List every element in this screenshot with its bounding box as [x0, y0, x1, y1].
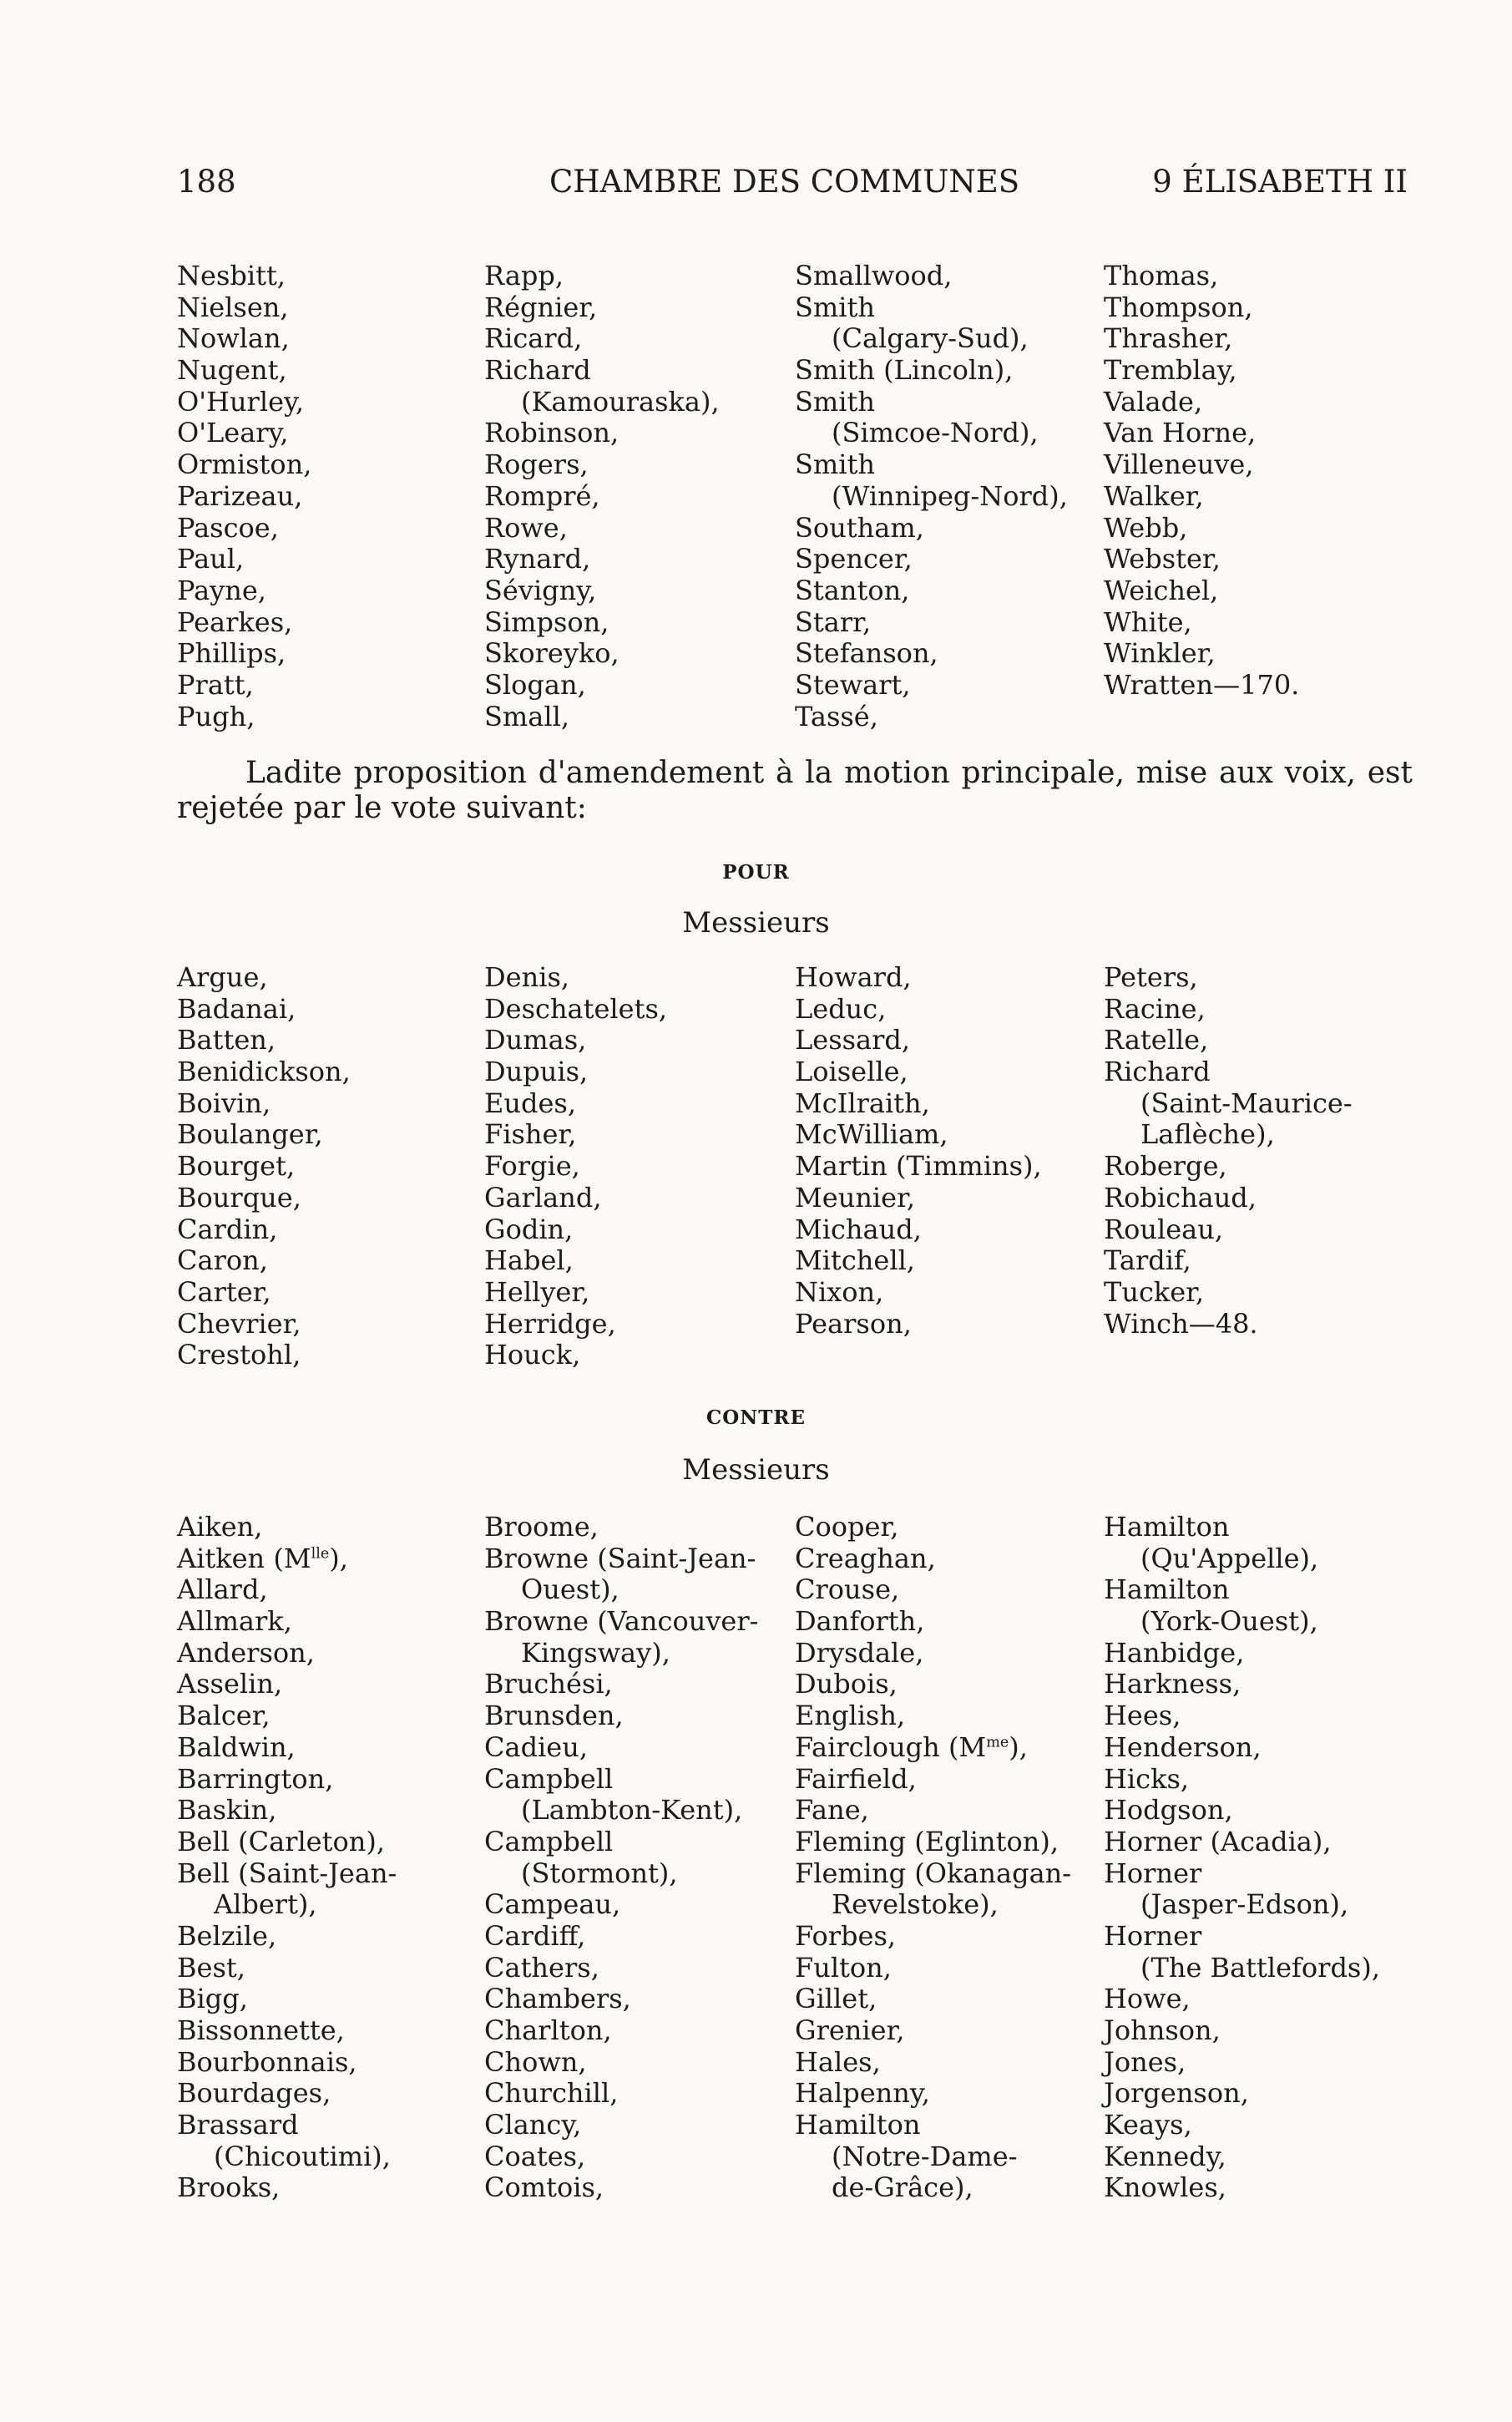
member-name: Forbes,: [795, 1919, 897, 1952]
member-name: Southam,: [795, 511, 924, 544]
member-riding: Ouest),: [521, 1573, 619, 1606]
member-name: Cadieu,: [484, 1730, 588, 1763]
member-name: Bell (Saint-Jean-: [177, 1857, 397, 1889]
member-name: Belzile,: [177, 1919, 277, 1952]
member-name: Browne (Vancouver-: [484, 1605, 759, 1638]
member-name: Cardin,: [177, 1213, 278, 1245]
member-name: Thomas,: [1104, 260, 1219, 291]
member-riding: (Chicoutimi),: [214, 2140, 391, 2172]
member-riding: (Calgary-Sud),: [832, 322, 1029, 355]
member-name: Nixon,: [795, 1275, 884, 1308]
member-name: Smith (Lincoln),: [795, 354, 1014, 387]
member-name: Tardif,: [1104, 1244, 1191, 1277]
member-name: Slogan,: [484, 668, 586, 701]
pour-column-1: [177, 962, 478, 1371]
member-name: Rynard,: [484, 543, 591, 575]
member-name: Van Horne,: [1104, 417, 1257, 449]
member-riding: (The Battlefords),: [1140, 1951, 1380, 1984]
member-name: Keays,: [1104, 2109, 1192, 2141]
member-name: Campbell: [484, 1825, 614, 1857]
member-name: Howard,: [795, 961, 912, 993]
member-name: Hellyer,: [484, 1275, 590, 1308]
member-name: Deschatelets,: [484, 992, 668, 1025]
member-name: Sévigny,: [484, 574, 597, 606]
member-name: Bourget,: [177, 1150, 296, 1183]
member-name: Brassard: [177, 2109, 299, 2141]
member-riding: (Simcoe-Nord),: [832, 417, 1039, 449]
member-name: Jorgenson,: [1104, 2077, 1249, 2110]
member-riding: (Lambton-Kent),: [521, 1794, 743, 1827]
member-name: Richard: [1104, 1056, 1211, 1088]
names-column-4: [1104, 261, 1404, 702]
member-name: Campeau,: [484, 1888, 621, 1921]
contre-column-4: [1104, 1512, 1404, 2204]
member-riding: (Saint-Maurice-: [1140, 1087, 1353, 1119]
member-name: Nielsen,: [177, 291, 289, 323]
member-name: Bigg,: [177, 1983, 248, 2015]
pour-column-3: [795, 962, 1095, 1340]
member-name: Peters,: [1104, 961, 1198, 993]
member-riding: (Stormont),: [521, 1857, 678, 1889]
member-name: Stefanson,: [795, 637, 938, 670]
member-name: Churchill,: [484, 2077, 619, 2110]
member-riding: (Qu'Appelle),: [1140, 1542, 1319, 1574]
member-name: Johnson,: [1104, 2014, 1221, 2046]
member-name: Howe,: [1104, 1983, 1191, 2015]
member-name: Allmark,: [177, 1605, 292, 1638]
member-name: Crouse,: [795, 1573, 900, 1606]
member-name: Rompré,: [484, 479, 600, 512]
member-name: Thrasher,: [1104, 322, 1233, 355]
member-name: Régnier,: [484, 291, 598, 323]
member-name: Houck,: [484, 1339, 581, 1371]
member-name: McIlraith,: [795, 1087, 930, 1119]
member-name: Pascoe,: [177, 511, 279, 544]
member-name: Smith: [795, 448, 875, 481]
member-name: Rouleau,: [1104, 1213, 1223, 1245]
regnal-year: 9 ÉLISABETH II: [1152, 164, 1408, 200]
member-name: Stanton,: [795, 574, 910, 606]
member-name: Smallwood,: [795, 260, 953, 291]
member-name: Ormiston,: [177, 448, 312, 481]
member-name: Winch—48.: [1104, 1307, 1258, 1340]
member-name: Fulton,: [795, 1951, 892, 1984]
member-name: Thompson,: [1104, 291, 1253, 323]
pour-heading: POUR: [722, 861, 790, 884]
member-name: Cooper,: [795, 1511, 899, 1543]
contre-subheading: Messieurs: [682, 1453, 830, 1487]
member-name: Cardiff,: [484, 1919, 586, 1952]
member-name: Herridge,: [484, 1307, 616, 1340]
member-name: Boulanger,: [177, 1118, 323, 1151]
member-name: Dubois,: [795, 1668, 898, 1700]
member-riding: (York-Ouest),: [1140, 1605, 1318, 1638]
member-name: Best,: [177, 1951, 245, 1984]
member-name: Harkness,: [1104, 1668, 1241, 1700]
member-name: Fleming (Okanagan-: [795, 1857, 1072, 1889]
member-name: Godin,: [484, 1213, 574, 1245]
member-name: Bourbonnais,: [177, 2045, 357, 2078]
pour-column-2: [484, 962, 785, 1371]
member-name: Henderson,: [1104, 1730, 1262, 1763]
contre-column-3: [795, 1512, 1095, 2204]
member-name: Denis,: [484, 961, 570, 993]
member-name: Crestohl,: [177, 1339, 301, 1371]
member-name: Brunsden,: [484, 1700, 624, 1732]
member-name: Garland,: [484, 1181, 602, 1214]
member-name: Valade,: [1104, 385, 1203, 418]
member-name: Paul,: [177, 543, 245, 575]
member-name: Hamilton: [795, 2109, 921, 2141]
member-name: English,: [795, 1700, 906, 1732]
member-name: Dumas,: [484, 1024, 587, 1056]
member-name: Jones,: [1104, 2045, 1186, 2078]
member-name: Stewart,: [795, 668, 911, 701]
member-riding: (Notre-Dame-: [832, 2140, 1018, 2172]
member-name: Hanbidge,: [1104, 1636, 1245, 1669]
member-name: Horner (Acadia),: [1104, 1825, 1332, 1857]
member-name: Horner: [1104, 1857, 1202, 1889]
member-name: Mitchell,: [795, 1244, 915, 1277]
member-name: Nesbitt,: [177, 260, 286, 291]
member-name: Campbell: [484, 1762, 614, 1795]
member-name: Baskin,: [177, 1794, 277, 1827]
member-name: Bourdages,: [177, 2077, 331, 2110]
member-riding: Kingsway),: [521, 1636, 670, 1669]
member-name: Hamilton: [1104, 1511, 1230, 1543]
member-name: Badanai,: [177, 992, 296, 1025]
member-name: McWilliam,: [795, 1118, 948, 1151]
names-column-2: [484, 261, 785, 732]
title-superscript: lle: [311, 1545, 330, 1563]
member-riding: (Kamouraska),: [521, 385, 720, 418]
member-name: Tremblay,: [1104, 354, 1237, 387]
member-name: Hales,: [795, 2045, 881, 2078]
member-name: Richard: [484, 354, 591, 387]
member-riding: Albert),: [214, 1888, 317, 1921]
member-name: Aiken,: [177, 1511, 263, 1543]
running-title: CHAMBRE DES COMMUNES: [549, 164, 1020, 200]
member-name: Brooks,: [177, 2171, 281, 2204]
member-name: Nowlan,: [177, 322, 290, 355]
member-name: Allard,: [177, 1573, 268, 1606]
member-name: Wratten—170.: [1104, 668, 1300, 701]
member-name: Coates,: [484, 2140, 586, 2172]
member-name: Winkler,: [1104, 637, 1216, 670]
member-name: Fleming (Eglinton),: [795, 1825, 1059, 1857]
contre-column-2: [484, 1512, 785, 2204]
member-riding: de-Grâce),: [832, 2171, 973, 2204]
member-name: Kennedy,: [1104, 2140, 1226, 2172]
member-name: Meunier,: [795, 1181, 916, 1214]
member-name: Nugent,: [177, 354, 287, 387]
member-name: Drysdale,: [795, 1636, 924, 1669]
member-name: Anderson,: [177, 1636, 315, 1669]
member-name: Boivin,: [177, 1087, 271, 1119]
member-name: Baldwin,: [177, 1730, 296, 1763]
member-name: Eudes,: [484, 1087, 576, 1119]
member-name: Hees,: [1104, 1700, 1181, 1732]
member-name: Bruchési,: [484, 1668, 613, 1700]
member-name: Fisher,: [484, 1118, 577, 1151]
member-name: Webster,: [1104, 543, 1221, 575]
member-name: Rapp,: [484, 260, 564, 291]
member-name: Horner: [1104, 1919, 1202, 1952]
member-name: Starr,: [795, 606, 872, 638]
member-name: Barrington,: [177, 1762, 334, 1795]
member-name: Rowe,: [484, 511, 568, 544]
member-name: Villeneuve,: [1104, 448, 1254, 481]
member-name: Pearson,: [795, 1307, 912, 1340]
member-name: Leduc,: [795, 992, 887, 1025]
member-name: Smith: [795, 385, 875, 418]
member-name: Simpson,: [484, 606, 609, 638]
member-name: Robinson,: [484, 417, 619, 449]
member-name: Cathers,: [484, 1951, 599, 1984]
member-name: Danforth,: [795, 1605, 925, 1638]
member-name: Skoreyko,: [484, 637, 619, 670]
member-name: Martin (Timmins),: [795, 1150, 1042, 1183]
member-name: Tucker,: [1104, 1275, 1205, 1308]
member-name: Habel,: [484, 1244, 574, 1277]
member-name: Comtois,: [484, 2171, 604, 2204]
member-name: Knowles,: [1104, 2171, 1226, 2204]
member-name: Payne,: [177, 574, 266, 606]
member-name: Fairfield,: [795, 1762, 917, 1795]
member-name: Hodgson,: [1104, 1794, 1233, 1827]
member-name: Pearkes,: [177, 606, 293, 638]
member-name: Rogers,: [484, 448, 589, 481]
member-name: O'Leary,: [177, 417, 289, 449]
member-name: Halpenny,: [795, 2077, 930, 2110]
member-name: Bourque,: [177, 1181, 301, 1214]
member-name: Chevrier,: [177, 1307, 301, 1340]
member-name: White,: [1104, 606, 1192, 638]
running-header: [177, 162, 1408, 202]
member-name: Parizeau,: [177, 479, 303, 512]
pour-subheading: Messieurs: [682, 906, 830, 940]
member-name: Caron,: [177, 1244, 268, 1277]
member-name: Batten,: [177, 1024, 276, 1056]
member-name: O'Hurley,: [177, 385, 305, 418]
member-name: Asselin,: [177, 1668, 283, 1700]
member-name: Argue,: [177, 961, 268, 993]
member-name: Grenier,: [795, 2014, 905, 2046]
member-name: Walker,: [1104, 479, 1204, 512]
member-name: Browne (Saint-Jean-: [484, 1542, 756, 1574]
member-name: Fairclough $(M^{me})$,: [795, 1730, 1028, 1763]
member-riding: Laflèche),: [1140, 1118, 1275, 1151]
member-name: Pugh,: [177, 700, 255, 732]
member-name: Broome,: [484, 1511, 599, 1543]
member-name: Ricard,: [484, 322, 583, 355]
member-name: Webb,: [1104, 511, 1188, 544]
member-name: Clancy,: [484, 2109, 582, 2141]
member-name: Robichaud,: [1104, 1181, 1257, 1214]
member-name: Chown,: [484, 2045, 587, 2078]
member-name: Gillet,: [795, 1983, 877, 2015]
member-name: Fane,: [795, 1794, 869, 1827]
names-column-3: [795, 261, 1095, 732]
member-name: Creaghan,: [795, 1542, 936, 1574]
member-name: Small,: [484, 700, 569, 732]
pour-column-4: [1104, 962, 1404, 1340]
member-name: Tassé,: [795, 700, 878, 732]
title-superscript: me: [986, 1734, 1009, 1751]
member-name: Phillips,: [177, 637, 286, 670]
member-name: Benidickson,: [177, 1056, 351, 1088]
member-name: Spencer,: [795, 543, 913, 575]
names-column-1: [177, 261, 478, 732]
member-name: Racine,: [1104, 992, 1206, 1025]
member-name: Charlton,: [484, 2014, 612, 2046]
member-name: Weichel,: [1104, 574, 1219, 606]
member-name: Balcer,: [177, 1700, 271, 1732]
member-name: Roberge,: [1104, 1150, 1227, 1183]
member-name: Ratelle,: [1104, 1024, 1209, 1056]
contre-heading: CONTRE: [705, 1406, 807, 1429]
member-riding: (Winnipeg-Nord),: [832, 479, 1068, 512]
vote-paragraph: Ladite proposition d'amendement à la motion principale, mise aux voix, est rejetée par le vote suivant:: [177, 756, 1413, 825]
member-riding: Revelstoke),: [832, 1888, 999, 1921]
member-name: Forgie,: [484, 1150, 580, 1183]
page-number: 188: [177, 164, 236, 200]
member-name: Pratt,: [177, 668, 254, 701]
member-name: Hamilton: [1104, 1573, 1230, 1606]
member-name: Bissonnette,: [177, 2014, 345, 2046]
contre-column-1: [177, 1512, 478, 2204]
member-name: Carter,: [177, 1275, 271, 1308]
member-name: Hicks,: [1104, 1762, 1190, 1795]
member-name: Loiselle,: [795, 1056, 908, 1088]
member-name: Smith: [795, 291, 875, 323]
member-name: Michaud,: [795, 1213, 922, 1245]
member-name: Chambers,: [484, 1983, 631, 2015]
member-name: Bell (Carleton),: [177, 1825, 385, 1857]
member-riding: (Jasper-Edson),: [1140, 1888, 1349, 1921]
member-name: Dupuis,: [484, 1056, 589, 1088]
member-name: Aitken $(M^{lle})$,: [177, 1542, 348, 1574]
member-name: Lessard,: [795, 1024, 911, 1056]
